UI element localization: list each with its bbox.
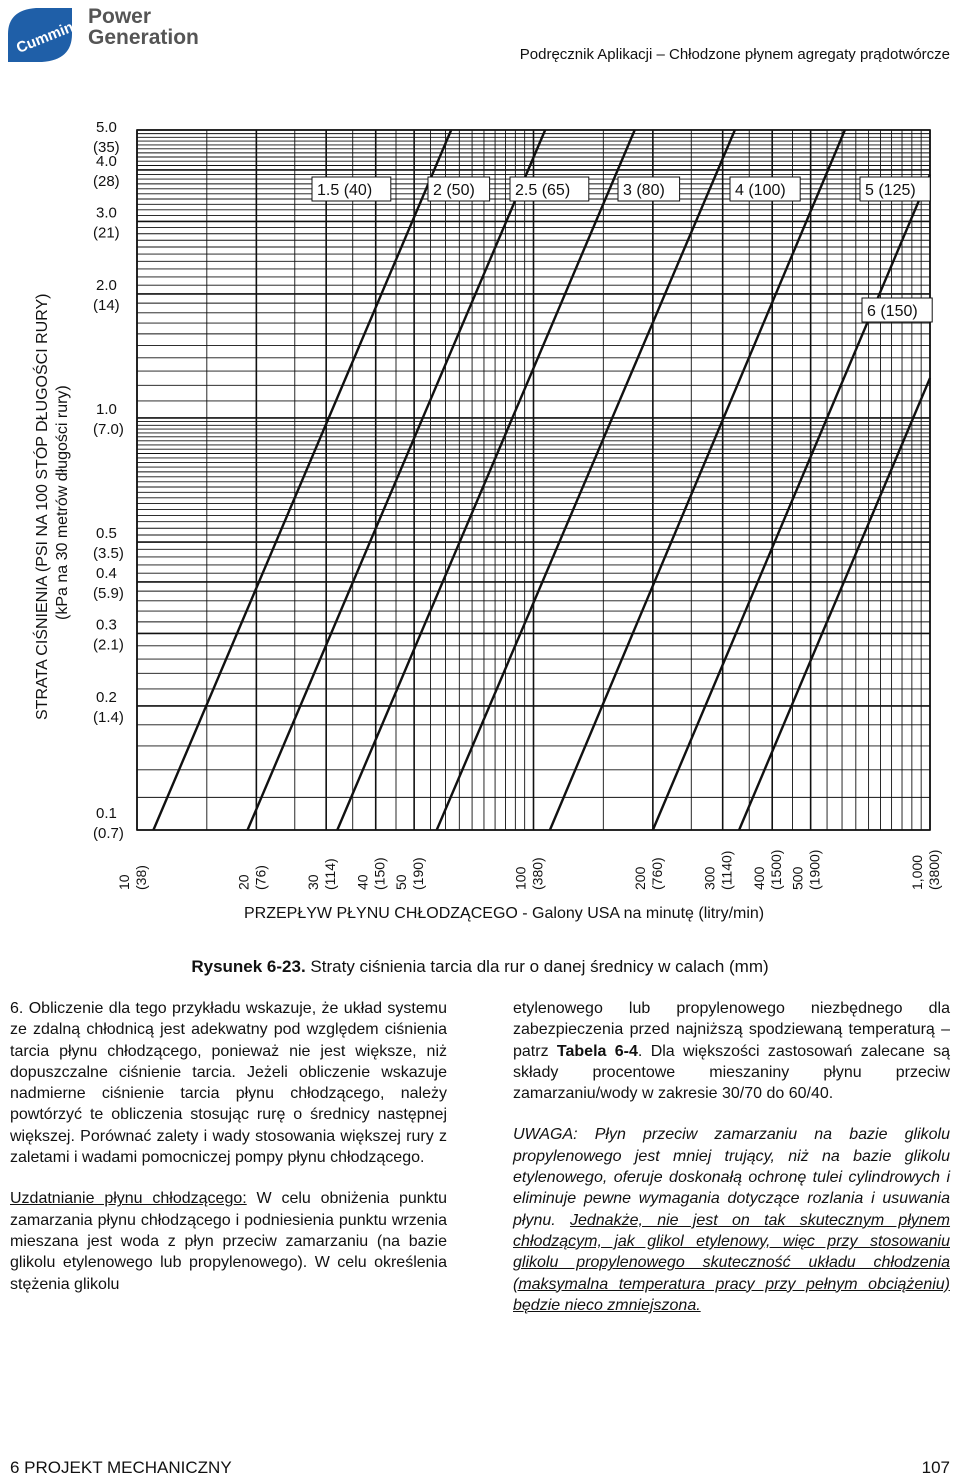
y-tick-sublabel: (7.0) — [93, 420, 124, 438]
y-tick-sublabel: (28) — [93, 172, 120, 190]
series-label: 4 (100) — [735, 182, 786, 199]
x-tick-label: 100 — [512, 866, 529, 890]
y-tick-label: 0.4 — [96, 564, 117, 582]
pressure-loss-chart — [0, 100, 960, 930]
x-tick-group — [702, 851, 735, 890]
x-tick-label: 20 — [235, 874, 252, 890]
y-tick-sublabel: (2.1) — [93, 636, 124, 654]
y-tick-label: 1.0 — [96, 400, 117, 418]
x-tick-sublabel: (1900) — [806, 849, 823, 890]
y-tick-label: 0.5 — [96, 525, 117, 543]
y-tick-label: 3.0 — [96, 204, 117, 222]
y-tick-sublabel: (21) — [93, 224, 120, 242]
y-tick-sublabel: (5.9) — [93, 584, 124, 602]
note-paragraph — [513, 1124, 950, 1316]
y-tick-labels — [93, 119, 124, 842]
figure-text: Straty ciśnienia tarcia dla rur o danej średnicy w calach (mm) — [310, 957, 769, 976]
glycol-text-a: etylenowego lub propylenowego niezbędnego dla zabezpieczenia przed najniższą spodziewaną temperaturą – patrz — [513, 1000, 950, 1060]
page-number: 107 — [921, 1458, 950, 1477]
y-tick-label: 0.1 — [96, 805, 117, 822]
x-tick-sublabel: (3800) — [926, 849, 942, 890]
left-column — [10, 998, 447, 1315]
series-label: 2.5 (65) — [515, 182, 571, 199]
x-tick-group — [116, 865, 149, 890]
figure-caption — [0, 957, 960, 977]
coolant-treatment-heading: Uzdatnianie płynu chłodzącego: — [10, 1190, 247, 1208]
x-tick-group — [790, 850, 823, 890]
series-line — [739, 378, 930, 830]
y-tick-sublabel: (1.4) — [93, 708, 124, 726]
x-tick-label: 40 — [354, 874, 371, 890]
brand-line-1: Power — [88, 5, 152, 28]
x-tick-sublabel: (76) — [252, 865, 269, 890]
x-tick-label: 500 — [789, 866, 806, 890]
x-tick-group — [513, 857, 546, 890]
x-tick-label: 400 — [751, 866, 768, 890]
chart-svg — [0, 100, 960, 930]
x-tick-group — [909, 850, 942, 890]
series-label: 6 (150) — [867, 303, 918, 320]
series-label: 3 (80) — [623, 182, 665, 199]
x-tick-group — [632, 857, 665, 890]
x-tick-label: 300 — [701, 866, 718, 890]
y-tick-label: 0.3 — [96, 616, 117, 634]
figure-label: Rysunek 6-23. — [191, 957, 306, 976]
x-tick-sublabel: (1140) — [718, 850, 735, 890]
x-tick-label: 10 — [116, 874, 132, 890]
y-tick-label: 2.0 — [96, 276, 117, 294]
x-axis-title: PRZEPŁYW PŁYNU CHŁODZĄCEGO - Galony USA na minutę (litry/min) — [244, 905, 765, 922]
x-tick-sublabel: (760) — [648, 857, 665, 890]
y-tick-sublabel: (0.7) — [93, 825, 124, 842]
note-text: UWAGA: Płyn przeciw zamarzaniu na bazie glikolu propylenowego jest mniej trujący, niż na bazie glikolu etylenowego, oferuje doskonałą ochronę tulei cylindrowych i eliminuje pewne wymagania dotyczące rozlania i usuwania płynu. — [513, 1126, 950, 1229]
paragraph-step-6: 6. Obliczenie dla tego przykładu wskazuje, że układ systemu ze zdalną chłodnicą jest adekwatny pod względem ciśnienia tarcia płynu chłodzącego, ponieważ nie jest większe, niż dopuszczalne ciśnienie tarcia. Jeżeli obliczenie wskazuje nadmierne ciśnienie tarcia płynu chłodzącego, należy powtórzyć te obliczenia stosując rurę o średnicy następnej większej. Porównać zalety i wady stosowania większej rury z zaletami i wadami pomocniczej pompy płynu chłodzącego. — [10, 1000, 447, 1167]
y-tick-sublabel: (14) — [93, 296, 120, 314]
table-reference-link[interactable]: Tabela 6-4 — [556, 1042, 638, 1060]
y-tick-label: 4.0 — [96, 152, 117, 170]
y-tick-label: 0.2 — [96, 688, 117, 706]
x-tick-labels — [116, 850, 942, 890]
series-label: 2 (50) — [433, 182, 475, 199]
y-tick-sublabel: (3.5) — [93, 545, 124, 563]
x-tick-group — [305, 858, 338, 890]
right-column — [513, 998, 950, 1336]
x-tick-sublabel: (1500) — [768, 849, 785, 890]
y-axis-subtitle: (kPa na 30 metrów długości rury) — [54, 385, 71, 620]
x-tick-group — [751, 850, 784, 890]
logo-text: Cummins — [14, 15, 84, 57]
x-tick-group — [355, 857, 388, 890]
paragraph-coolant-treatment — [10, 1188, 447, 1294]
x-tick-label: 30 — [305, 874, 322, 890]
cummins-logo-icon — [6, 4, 84, 64]
y-tick-label: 5.0 — [96, 119, 117, 136]
x-tick-sublabel: (190) — [410, 857, 427, 890]
series-label: 1.5 (40) — [317, 182, 373, 199]
x-tick-label: 50 — [393, 874, 410, 890]
x-tick-group — [235, 865, 268, 890]
x-tick-sublabel: (38) — [133, 865, 149, 890]
series-line — [653, 174, 930, 830]
cummins-logo — [6, 4, 84, 64]
x-tick-sublabel: (380) — [529, 857, 546, 890]
x-tick-sublabel: (114) — [322, 858, 339, 890]
footer-section: 6 PROJEKT MECHANICZNY — [10, 1458, 232, 1477]
brand-line-2: Generation — [88, 26, 199, 49]
y-axis-title: STRATA CIŚNIENIA (PSI NA 100 STÓP DŁUGOŚCI RURY) — [34, 293, 51, 720]
x-tick-group — [393, 857, 426, 890]
glycol-text-b: . Dla większości zastosowań zalecane są składy procentowe mieszaniny płynu przeciw zamarzaniu/wody w zakresie 30/70 do 60/40. — [513, 1042, 951, 1103]
paragraph-glycol — [513, 998, 950, 1104]
brand-name — [88, 6, 199, 48]
y-tick-sublabel: (35) — [93, 139, 120, 156]
document-title: Podręcznik Aplikacji – Chłodzone płynem agregaty prądotwórcze — [519, 46, 950, 63]
x-tick-sublabel: (150) — [371, 857, 388, 890]
chart-grid — [137, 130, 930, 830]
x-tick-label: 200 — [631, 866, 648, 890]
series-label: 5 (125) — [865, 182, 916, 199]
coolant-treatment-text: W celu obniżenia punktu zamarzania płynu chłodzącego i podniesienia punktu wrzenia mieszana jest woda z płyn przeciw zamarzaniu (na bazie glikolu etylenowego lub propylenowego). W celu określenia stężenia glikolu — [10, 1190, 447, 1293]
note-underlined-text: Jednakże, nie jest on tak skutecznym płynem chłodzącym, jak glikol etylenowy, więc przy stosowaniu glikolu propylenowego skuteczność układu chłodzenia (maksymalna temperatura pracy przy pełnym obciążeniu) będzie nieco zmniejszona. — [513, 1211, 951, 1314]
x-tick-label: 1,000 — [909, 854, 925, 890]
